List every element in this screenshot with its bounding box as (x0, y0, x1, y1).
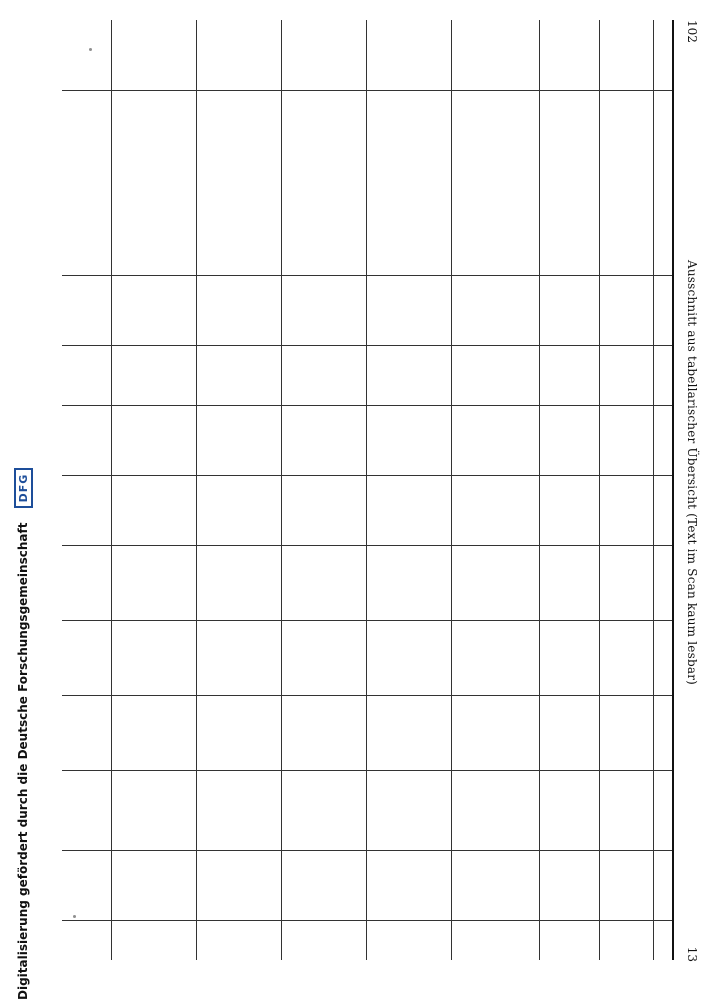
scanned-page (14, 0, 707, 1000)
table-rule (111, 20, 112, 960)
table-rule (599, 20, 600, 960)
table-rule (366, 20, 367, 960)
table-cell-block (608, 775, 648, 845)
table-column-divider (62, 345, 672, 346)
table-column-divider (62, 545, 672, 546)
table-column-divider (62, 620, 672, 621)
table-column-divider (62, 850, 672, 851)
page-number-left: 102 (685, 20, 699, 43)
table-rule (281, 20, 282, 960)
table-column-divider (62, 475, 672, 476)
table-cell-block (608, 100, 648, 270)
table-cell-block (608, 28, 648, 84)
scan-artifact (73, 915, 76, 918)
scan-artifact (89, 48, 92, 51)
table-column-divider (62, 920, 672, 921)
table-column-divider (62, 770, 672, 771)
table-cell-block (608, 480, 648, 540)
table-column-divider (62, 695, 672, 696)
table (62, 20, 674, 960)
table-cell-block (608, 280, 648, 340)
table-rule (539, 20, 540, 960)
table-column-divider (62, 405, 672, 406)
table-column-divider (62, 90, 672, 91)
table-rule (451, 20, 452, 960)
funding-strip (14, 0, 34, 1000)
page-header (680, 10, 704, 970)
table-column-divider (62, 275, 672, 276)
table-cell-block (608, 550, 648, 615)
table-rule (653, 20, 654, 960)
table-cell-block (608, 700, 648, 765)
table-cell-block (608, 350, 648, 400)
page-number-right: 13 (685, 946, 699, 962)
table-cell-block (608, 625, 648, 690)
rotated-document (54, 10, 704, 970)
table-cell-block (608, 410, 648, 470)
funding-note: Digitalisierung gefördert durch die Deutsche Forschungsgemeinschaft (16, 522, 30, 1000)
table-rule (196, 20, 197, 960)
page-title: Ausschnitt aus tabellarischer Übersicht (Text im Scan kaum lesbar) (685, 260, 699, 686)
dfg-logo: DFG (14, 468, 33, 509)
table-cell-block (608, 855, 648, 915)
